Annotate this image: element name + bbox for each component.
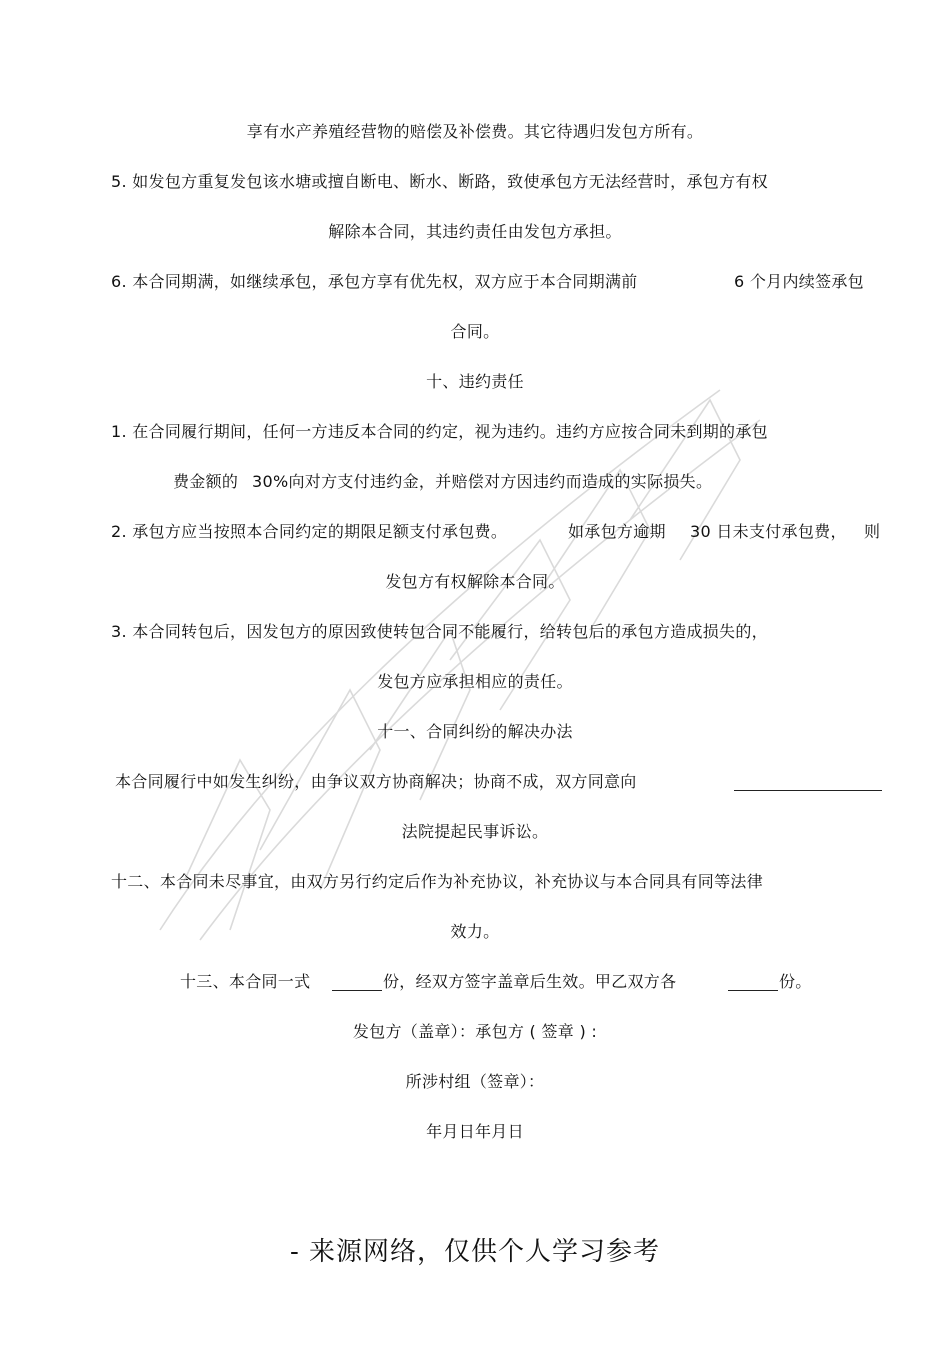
text-line: 30%向对方支付违约金，并赔偿对方因违约而造成的实际损失。 <box>252 472 713 491</box>
section-heading-10: 十、违约责任 <box>426 372 524 391</box>
clause-6-cont: 6 个月内续签承包 <box>734 272 864 291</box>
section-heading-13: 十三、本合同一式 <box>180 972 311 991</box>
text-line: 如承包方逾期 <box>568 522 666 541</box>
text-line: 发包方应承担相应的责任。 <box>377 672 573 691</box>
text-line: 效力。 <box>450 922 500 941</box>
dispute-clause: 本合同履行中如发生纠纷，由争议双方协商解决；协商不成，双方同意向 <box>115 772 637 791</box>
section-heading-11: 十一、合同纠纷的解决办法 <box>377 722 573 741</box>
penalty-clause-1: 1. 在合同履行期间，任何一方违反本合同的约定，视为违约。违约方应按合同未到期的承包 <box>111 422 768 441</box>
village-signature-line: 所涉村组（签章）： <box>405 1072 545 1091</box>
text-line: 30 日未支付承包费， <box>690 522 847 541</box>
section-heading-12: 十二、本合同未尽事宜，由双方另行约定后作为补充协议，补充协议与本合同具有同等法律 <box>111 872 764 891</box>
text-line: 发包方有权解除本合同。 <box>385 572 565 591</box>
text-line: 份，经双方签字盖章后生效。甲乙双方各 <box>383 972 677 991</box>
text-line: 法院提起民事诉讼。 <box>401 822 549 841</box>
penalty-clause-2: 2. 承包方应当按照本合同约定的期限足额支付承包费。 <box>111 522 508 541</box>
copies-each-blank[interactable] <box>728 974 778 991</box>
clause-5: 5. 如发包方重复发包该水塘或擅自断电、断水、断路，致使承包方无法经营时，承包方有权 <box>111 172 768 191</box>
footer-source-note: - 来源网络，仅供个人学习参考 <box>289 1237 661 1267</box>
copies-total-blank[interactable] <box>332 974 382 991</box>
text-line: 合同。 <box>450 322 500 341</box>
text-line: 则 <box>864 522 881 541</box>
text-line: 份。 <box>779 972 812 991</box>
penalty-clause-3: 3. 本合同转包后，因发包方的原因致使转包合同不能履行，给转包后的承包方造成损失的， <box>111 622 768 641</box>
text-line: 解除本合同，其违约责任由发包方承担。 <box>328 222 622 241</box>
text-line: 费金额的 <box>173 472 239 491</box>
clause-6: 6. 本合同期满，如继续承包，承包方享有优先权，双方应于本合同期满前 <box>111 272 638 291</box>
date-line: 年月日年月日 <box>426 1122 524 1141</box>
signature-line: 发包方（盖章）：承包方 ( 签章 ) : <box>352 1022 598 1041</box>
text-line: 享有水产养殖经营物的赔偿及补偿费。其它待遇归发包方所有。 <box>246 122 704 141</box>
court-name-blank[interactable] <box>734 774 882 791</box>
